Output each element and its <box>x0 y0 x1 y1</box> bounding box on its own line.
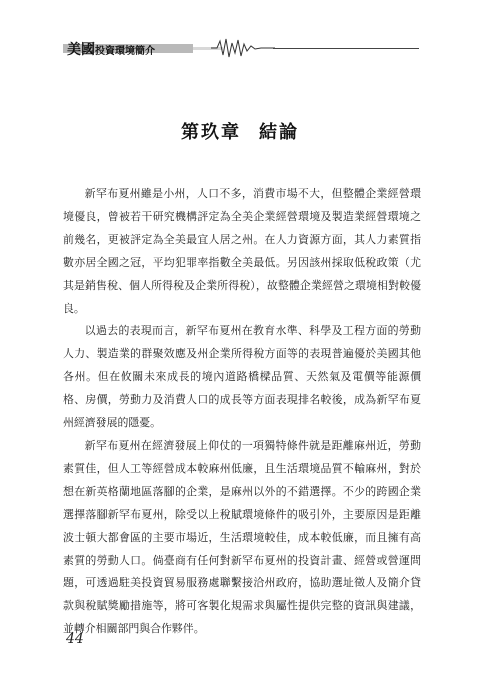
running-header <box>63 37 419 59</box>
paragraph: 新罕布夏州在經濟發展上仰仗的一項獨特條件就是距離麻州近，勞動素質佳，但人工等經營成本較麻州低廉，且生活環境品質不輸麻州，對於想在新英格蘭地區落腳的企業，是麻州以外的不錯選擇。不少的跨國企業選擇落腳新罕布夏州，除受以上稅賦環境條件的吸引外，主要原因是距離波士頓大都會區的主要市場近，生活環境較佳，成本較低廉，而且擁有高素質的勞動人口。倘臺商有任何對新罕布夏州的投資計畫、經營或營運問題，可透過駐美投資貿易服務處聯繫接洽州政府，協助選址徵人及簡介貸款與稅賦獎勵措施等，將可客製化規需求與屬性提供完整的資訊與建議，並轉介相關部門與合作夥伴。 <box>63 438 421 636</box>
header-rule <box>273 48 419 49</box>
chapter-title: 結論 <box>259 122 299 143</box>
chapter-number: 第玖章 <box>181 122 241 143</box>
paragraph: 新罕布夏州雖是小州，人口不多，消費市場不大，但整體企業經營環境優良，曾被若干研究機構評定為全美企業經營環境及製造業經營環境之前幾名，更被評定為全美最宜人居之州。在人力資源方面，其人力素質指數亦居全國之冠，平均犯罪率指數全美最低。另因該州採取低稅政策（尤其是銷售稅、個人所得稅及企業所得稅），故整體企業經營之環境相對較優良。 <box>63 187 421 315</box>
heartbeat-wave-icon <box>211 37 275 59</box>
running-header-title <box>67 39 155 59</box>
page-number: 44 <box>66 631 84 647</box>
header-title-main: 美國 <box>67 42 95 58</box>
chapter-heading <box>0 118 480 144</box>
header-title-sub: 投資環境簡介 <box>95 46 155 57</box>
paragraph: 以過去的表現而言，新罕布夏州在教育水準、科學及工程方面的勞動人力、製造業的群聚效應及州企業所得稅方面等的表現普遍優於美國其他各州。但在攸關未來成長的境內道路橋樑品質、天然氣及電價等能源價格、房價，勞動力及消費人口的成長等方面表現排名較後，成為新罕布夏州經濟發展的隱憂。 <box>63 324 421 430</box>
body-text <box>63 183 421 641</box>
